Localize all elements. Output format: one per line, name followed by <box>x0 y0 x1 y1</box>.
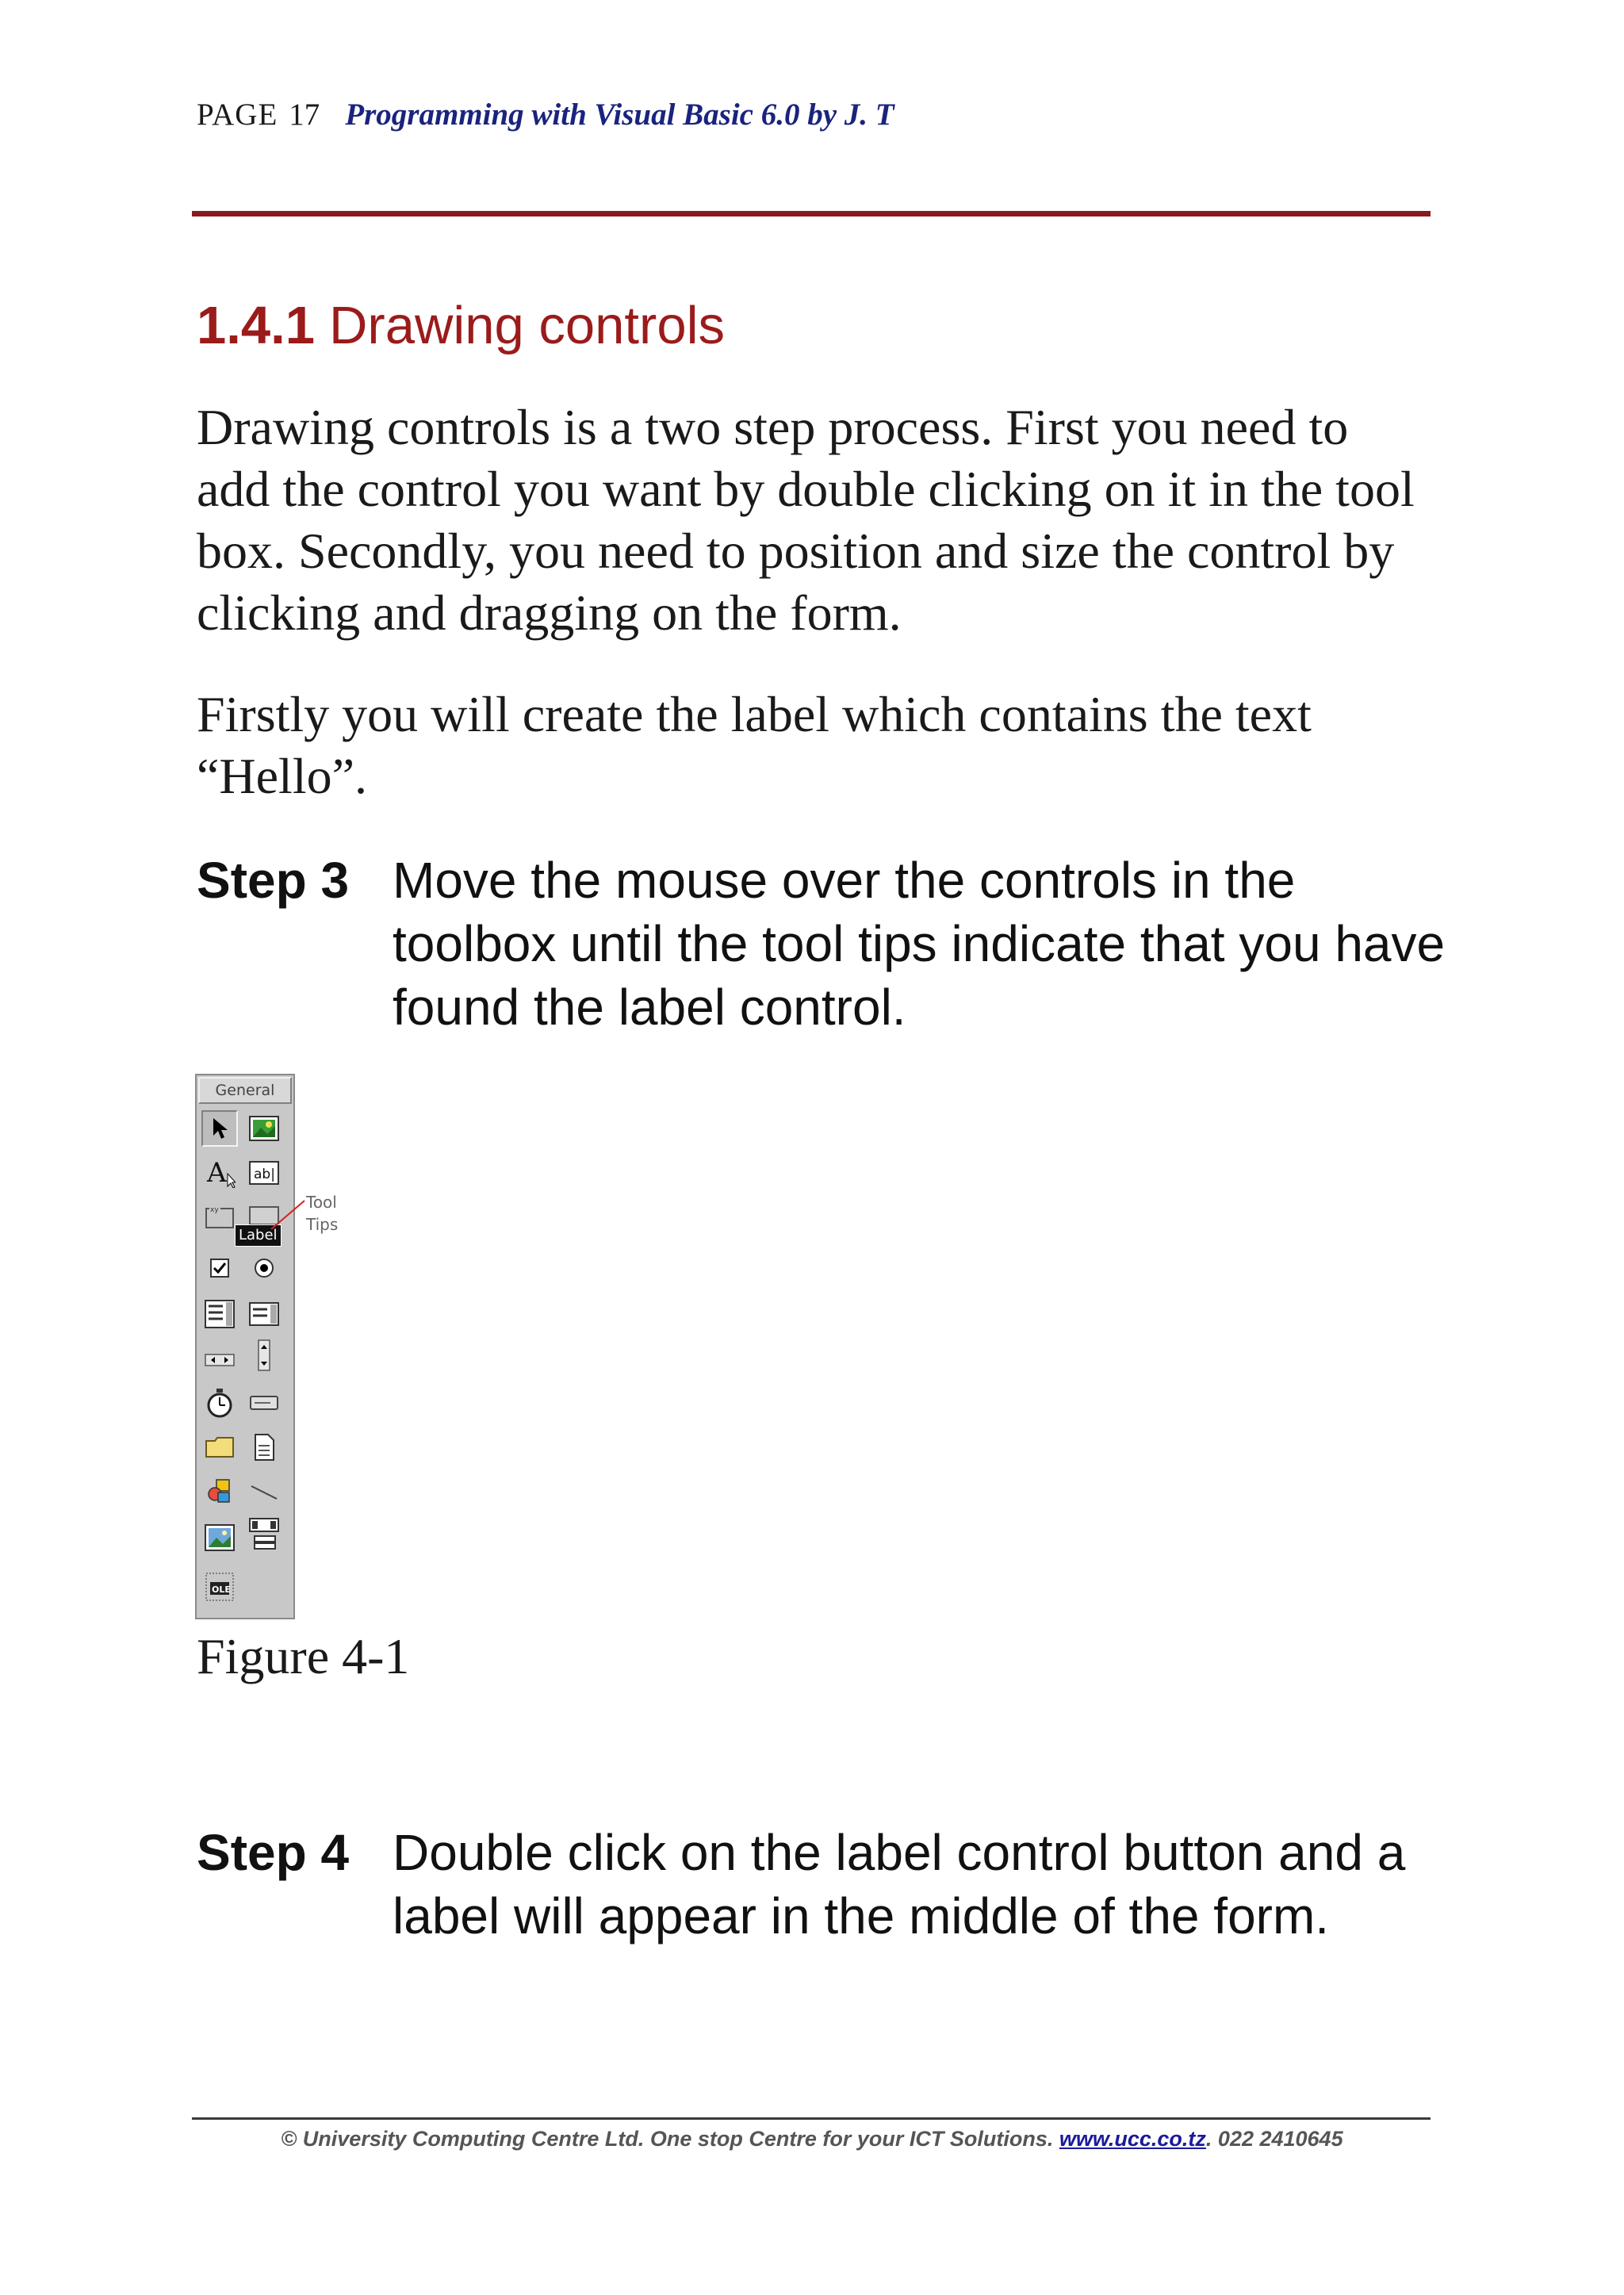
timer-icon <box>201 1385 238 1421</box>
section-heading <box>197 295 725 356</box>
shape-icon <box>201 1473 238 1510</box>
data-icon <box>246 1516 282 1553</box>
listbox-icon <box>246 1296 282 1332</box>
footer-rule <box>192 2117 1431 2120</box>
intro-paragraph: Drawing controls is a two step process. First you need to add the control you want by double clicking on it in the tool box. Secondly, you need to position and size the control by clicking and dragging on the form. <box>197 399 1415 641</box>
svg-text:xy: xy <box>210 1206 219 1214</box>
hscrollbar-icon <box>201 1342 238 1378</box>
step-4-text: Double click on the label control button and a label will appear in the middle of the form. <box>393 1824 1406 1944</box>
toolbox-header: General <box>198 1077 292 1104</box>
toolbox-figure <box>195 1074 354 1621</box>
ole-icon <box>201 1569 238 1605</box>
tooltip-pointer-line <box>195 1074 354 1280</box>
line-icon <box>246 1473 282 1510</box>
page-footer <box>0 2127 1624 2151</box>
step-3-label: Step 3 <box>197 852 350 909</box>
section-title: Drawing controls <box>329 296 725 355</box>
image-icon <box>201 1519 238 1556</box>
tooltip-label: Label <box>235 1224 282 1247</box>
label-paragraph: Firstly you will create the label which contains the text “Hello”. <box>197 686 1312 804</box>
annotation-line-2: Tips <box>306 1215 339 1234</box>
step-4-label: Step 4 <box>197 1824 350 1881</box>
footer-phone: . 022 2410645 <box>1205 2127 1343 2151</box>
page-number: 17 <box>289 98 320 132</box>
footer-copyright: © University Computing Centre Ltd. One stop Centre for your ICT Solutions. <box>281 2127 1054 2151</box>
book-title: Programming with Visual Basic 6.0 by J. T <box>345 98 894 132</box>
header-rule <box>192 211 1431 216</box>
page-header <box>197 97 894 132</box>
svg-text:A: A <box>207 1158 227 1188</box>
section-number: 1.4.1 <box>197 296 316 355</box>
page-label: PAGE <box>197 98 278 132</box>
step-3-text: Move the mouse over the controls in the toolbox until the tool tips indicate that you have found the label control. <box>393 852 1446 1036</box>
drivelistbox-icon <box>246 1385 282 1421</box>
dirlistbox-icon <box>201 1429 238 1466</box>
tool-tips-annotation <box>306 1191 338 1236</box>
combobox-icon <box>201 1296 238 1332</box>
footer-website-link[interactable]: www.ucc.co.tz <box>1059 2127 1206 2151</box>
annotation-line-1: Tool <box>306 1193 337 1212</box>
svg-text:OLE: OLE <box>212 1584 231 1595</box>
svg-text:ab|: ab| <box>254 1167 275 1182</box>
figure-caption: Figure 4-1 <box>197 1628 410 1684</box>
filelistbox-icon <box>246 1429 282 1466</box>
vscrollbar-icon <box>246 1337 282 1374</box>
